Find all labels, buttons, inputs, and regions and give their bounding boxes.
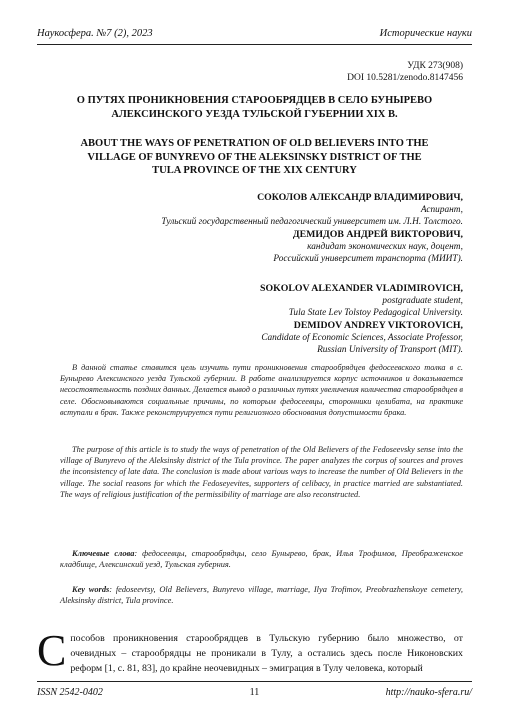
author-affiliation: Tula State Lev Tolstoy Pedagogical University. [288,308,463,319]
author-affiliation: Russian University of Transport (MIT). [317,345,463,356]
drop-cap: С [37,626,67,675]
title-ru-line: О ПУТЯХ ПРОНИКНОВЕНИЯ СТАРООБРЯДЦЕВ В СЕЛО БУНЫРЕВО [76,95,433,106]
udk-code: УДК 273(908) [407,61,463,71]
header-rule [37,44,472,45]
author-name: SOKOLOV ALEXANDER VLADIMIROVICH, [260,283,463,294]
authors-en [260,283,463,356]
keywords-en [60,584,463,606]
keywords-en-list: : fedoseevtsy, Old Believers, Bunyrevo village, marriage, Ilya Trofimov, Preobrazhenskoye cemetery, Aleksinsky district, Tula province. [60,585,463,606]
udk-block [347,60,463,84]
keywords-en-label: Key words [72,585,110,594]
doi: DOI 10.5281/zenodo.8147456 [347,73,463,83]
author-name: ДЕМИДОВ АНДРЕЙ ВИКТОРОВИЧ, [292,228,463,240]
page-number: 11 [249,687,260,698]
author-position: postgraduate student, [382,296,463,307]
title-en [37,137,472,178]
author-affiliation: Тульский государственный педагогический университет им. Л.Н. Толстого. [161,217,463,228]
author-position: кандидат экономических наук, доцент, [307,241,463,252]
title-en-line: ABOUT THE WAYS OF PENETRATION OF OLD BELIEVERS INTO THE [80,138,429,149]
keywords-ru-label: Ключевые слова [72,549,135,558]
title-en-line: TULA PROVINCE OF THE XIX CENTURY [152,165,357,176]
abstract-ru: В данной статье ставится цель изучить пути проникновения старообрядцев федосеевского толка в с. Бунырево Алексинского уезда Тульской губернии. В работе анализируется корпус источников и доказывается несостоятельность поздних данных. Делается вывод о различных путях увеличения количества старообрядцев в селе. Обосновываются социальные причины, по которым федосеевцы, сторонники целибата, на практике вступали в брак. Также реконструируется пути религиозного обоснования допустимости брака. [60,363,463,417]
journal-name: Наукосфера. №7 (2), 2023 [37,28,153,39]
title-ru-line: АЛЕКСИНСКОГО УЕЗДА ТУЛЬСКОЙ ГУБЕРНИИ XIX В. [111,108,398,120]
keywords-ru [60,548,463,570]
title-ru [37,94,472,121]
author-position: Candidate of Economic Sciences, Associate Professor, [261,332,463,343]
author-name: СОКОЛОВ АЛЕКСАНДР ВЛАДИМИРОВИЧ, [257,192,463,203]
abstract-en: The purpose of this article is to study the ways of penetration of the Old Believers of the Fedoseevsky sense into the village of Bunyrevo of the Aleksinsky district of the Tula province. The paper analyzes the corpus of sources and proves the inconsistency of late data. The conclusion is made about various ways to increase the number of Old Believers in the village. The social reasons for which the Fedoseyevites, supporters of celibacy, in practice married are substantiated. The ways of religious justification of the permissibility of marriage are also reconstructed. [60,445,463,499]
body-text: пособов проникновения старообрядцев в Тульскую губернию было множество, от очевидных – старообрядцы не проникали в Тулу, а остались здесь после Никоновских реформ [1, с. 81, 83], до крайне неочевидных – эмиграция в Тулу человека, который [70,633,463,674]
running-header [37,28,472,42]
author-affiliation: Российский университет транспорта (МИИТ). [273,254,463,265]
keywords-ru-list: : федосеевцы, старообрядцы, село Бунырево, брак, Илья Трофимов, Преображенское кладбище, Алексинский уезд, Тульская губерния. [60,549,463,570]
title-en-line: VILLAGE OF BUNYREVO OF THE ALEKSINSKY DISTRICT OF THE [87,151,422,163]
author-name: DEMIDOV ANDREY VIKTOROVICH, [293,319,463,331]
journal-url[interactable]: http://nauko-sfera.ru/ [385,687,472,698]
author-position: Аспирант, [420,205,463,216]
section-name: Исторические науки [379,28,472,39]
body-paragraph [37,626,463,676]
issn: ISSN 2542-0402 [37,687,103,698]
footer-rule [37,681,472,682]
authors-ru [161,192,463,265]
